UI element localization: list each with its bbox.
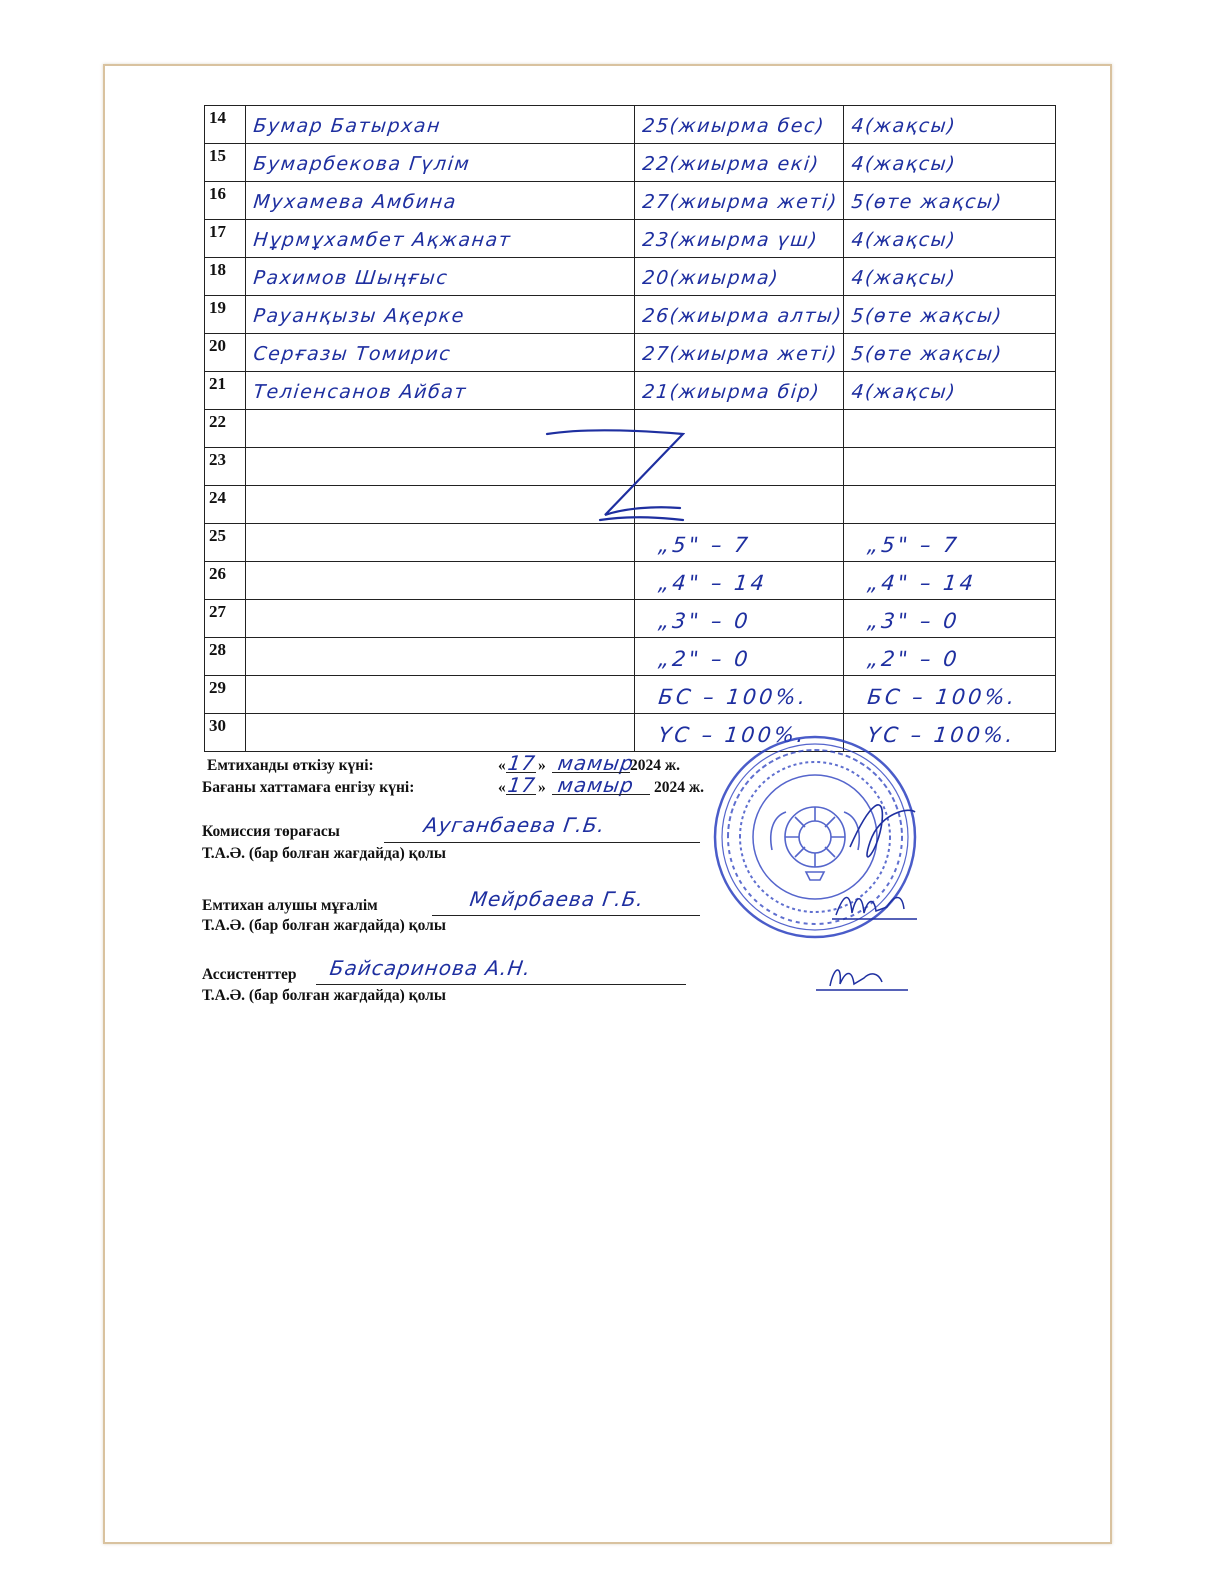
chair-label: Комиссия төрағасы [202,823,340,840]
cell-grade [844,372,1056,410]
entry-date-label: Бағаны хаттамаға енгізу күні: [202,779,415,796]
cell-grade [844,676,1056,714]
table-row [205,334,1056,372]
cell-num: 19 [205,296,246,334]
handwritten-name: Мухамева Амбина [252,191,459,213]
cell-score [634,334,844,372]
cell-name [246,296,634,334]
handwritten-score: „2" – 0 [656,647,752,671]
handwritten-score: „3" – 0 [656,609,752,633]
cell-grade [844,258,1056,296]
z-strike-mark [545,420,685,535]
exam-date-quote-close: » [538,757,546,774]
chair-sign-label: Т.А.Ә. (бар болған жағдайда) қолы [202,845,446,862]
assistant-name: Байсаринова А.Н. [328,956,533,980]
cell-name [246,638,634,676]
handwritten-grade: „3" – 0 [866,609,962,633]
handwritten-name: Рауанқызы Ақерке [252,305,467,327]
handwritten-name: Бумар Батырхан [252,115,443,137]
cell-score [634,638,844,676]
handwritten-name [246,417,255,426]
cell-score [634,144,844,182]
handwritten-grade: 4(жақсы) [850,115,958,137]
cell-num: 18 [205,258,246,296]
handwritten-grade: ҮС – 100%. [866,723,1018,747]
handwritten-name [246,569,271,578]
cell-grade [844,106,1056,144]
table-row [205,372,1056,410]
cell-grade [844,296,1056,334]
cell-score [634,296,844,334]
handwritten-name: Бумарбекова Гүлім [252,153,472,175]
cell-name [246,714,634,752]
cell-name [246,600,634,638]
table-row [205,144,1056,182]
cell-score [634,258,844,296]
cell-num: 24 [205,486,246,524]
handwritten-grade [844,417,853,426]
cell-name [246,562,634,600]
emblem-icon [771,807,859,880]
handwritten-name [246,493,255,502]
chair-name: Ауганбаева Г.Б. [422,813,607,837]
cell-num: 27 [205,600,246,638]
cell-num: 17 [205,220,246,258]
exam-date-month: мамыр [556,751,636,775]
handwritten-score: 27(жиырма жеті) [640,343,839,365]
table-row [205,106,1056,144]
teacher-sign-label: Т.А.Ә. (бар болған жағдайда) қолы [202,917,446,934]
cell-score [634,106,844,144]
cell-num: 22 [205,410,246,448]
handwritten-score: 25(жиырма бес) [640,115,826,137]
cell-name [246,372,634,410]
cell-grade [844,524,1056,562]
entry-date-month: мамыр [556,773,636,797]
cell-grade [844,638,1056,676]
entry-date-quote-close: » [538,779,546,796]
handwritten-score: 22(жиырма екі) [640,153,821,175]
assistant-label: Ассистенттер [202,966,297,983]
handwritten-grade: 5(өте жақсы) [850,343,1004,365]
cell-name [246,106,634,144]
cell-grade [844,410,1056,448]
cell-score [634,562,844,600]
entry-date-day: 17 [506,773,538,797]
handwritten-score: „5" – 7 [656,533,752,557]
table-row [205,182,1056,220]
handwritten-grade: 5(өте жақсы) [850,305,1004,327]
cell-name [246,182,634,220]
cell-name [246,334,634,372]
cell-num: 25 [205,524,246,562]
cell-score [634,372,844,410]
cell-score [634,600,844,638]
handwritten-name [246,645,271,654]
cell-grade [844,486,1056,524]
handwritten-name [246,607,271,616]
entry-date-year: 2024 ж. [654,779,704,796]
cell-score [634,182,844,220]
handwritten-score: 27(жиырма жеті) [640,191,839,213]
handwritten-grade [844,493,853,502]
cell-name [246,220,634,258]
handwritten-grade: 5(өте жақсы) [850,191,1004,213]
teacher-signature [832,885,922,925]
handwritten-grade: 4(жақсы) [850,381,958,403]
teacher-label: Емтихан алушы мұғалім [202,897,378,914]
cell-name [246,676,634,714]
assistant-signature [812,960,912,994]
handwritten-score: „4" – 14 [656,571,768,595]
cell-grade [844,144,1056,182]
cell-num: 29 [205,676,246,714]
table-row [205,562,1056,600]
cell-num: 30 [205,714,246,752]
handwritten-score: 21(жиырма бір) [640,381,821,403]
cell-num: 23 [205,448,246,486]
cell-grade [844,562,1056,600]
handwritten-score: 23(жиырма үш) [640,229,819,251]
handwritten-grade: „2" – 0 [866,647,962,671]
entry-date-quote-open: « [498,779,506,796]
handwritten-name: Рахимов Шыңғыс [252,267,450,289]
handwritten-name [246,683,271,692]
handwritten-name: Серғазы Томирис [252,343,453,365]
table-row [205,600,1056,638]
handwritten-name: Нұрмұхамбет Ақжанат [252,229,513,251]
table-row [205,296,1056,334]
exam-date-label: Емтиханды өткізу күні: [207,757,374,774]
assistant-sign-label: Т.А.Ә. (бар болған жағдайда) қолы [202,987,446,1004]
handwritten-grade [844,455,853,464]
handwritten-score: ҮС – 100%. [656,723,808,747]
handwritten-grade: 4(жақсы) [850,153,958,175]
handwritten-score: 20(жиырма) [640,267,780,289]
handwritten-name [246,721,271,730]
cell-name [246,144,634,182]
cell-grade [844,600,1056,638]
cell-grade [844,448,1056,486]
cell-grade [844,182,1056,220]
cell-num: 28 [205,638,246,676]
handwritten-name [246,455,255,464]
handwritten-grade: „5" – 7 [866,533,962,557]
table-row [205,676,1056,714]
table-row [205,220,1056,258]
cell-num: 15 [205,144,246,182]
handwritten-score: БС – 100%. [656,685,809,709]
cell-name [246,258,634,296]
handwritten-name [246,531,271,540]
exam-date-day: 17 [506,751,538,775]
exam-date-quote-open: « [498,757,506,774]
teacher-name: Мейрбаева Г.Б. [468,887,646,911]
cell-score [634,676,844,714]
cell-num: 26 [205,562,246,600]
handwritten-score: 26(жиырма алты) [640,305,844,327]
cell-grade [844,334,1056,372]
cell-num: 21 [205,372,246,410]
handwritten-grade: БС – 100%. [866,685,1019,709]
table-row [205,258,1056,296]
handwritten-grade: 4(жақсы) [850,229,958,251]
exam-date-year: 2024 ж. [630,757,680,774]
table-row [205,714,1056,752]
cell-grade [844,220,1056,258]
cell-num: 16 [205,182,246,220]
table-row [205,638,1056,676]
cell-num: 20 [205,334,246,372]
handwritten-name: Теліенсанов Айбат [252,381,469,403]
cell-num: 14 [205,106,246,144]
handwritten-grade: 4(жақсы) [850,267,958,289]
handwritten-grade: „4" – 14 [866,571,978,595]
cell-score [634,220,844,258]
